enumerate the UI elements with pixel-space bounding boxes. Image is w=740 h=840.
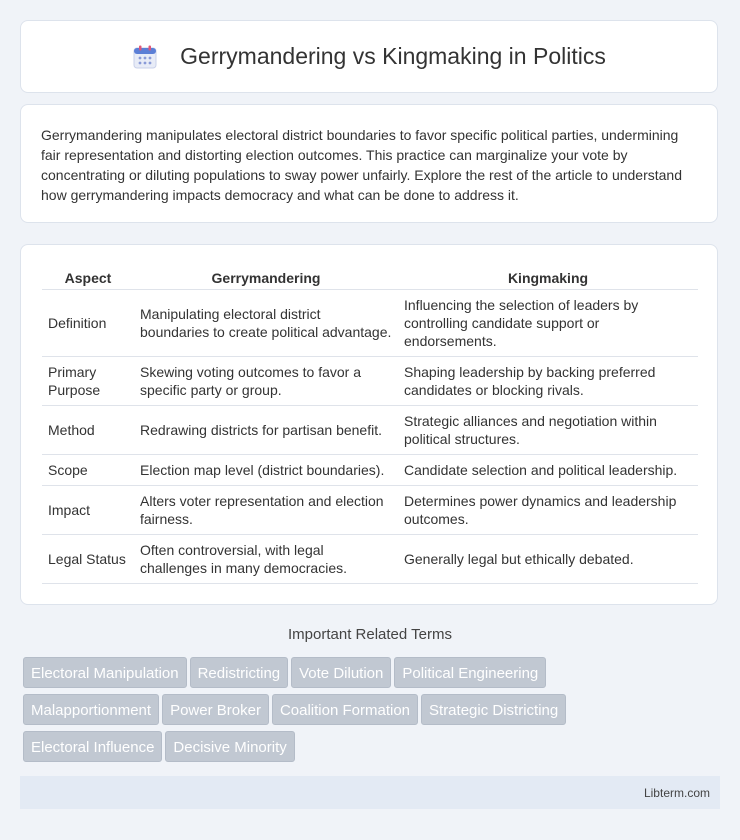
- aspect-cell: Scope: [42, 455, 134, 486]
- related-terms-heading: Important Related Terms: [288, 626, 452, 643]
- table-row: [42, 290, 698, 357]
- aspect-cell: Definition: [42, 290, 134, 357]
- gerrymandering-cell: Skewing voting outcomes to favor a specific party or group.: [134, 357, 398, 406]
- comparison-table: [42, 267, 698, 584]
- table-row: [42, 455, 698, 486]
- table-row: [42, 535, 698, 584]
- table-row: [42, 406, 698, 455]
- aspect-cell: Impact: [42, 486, 134, 535]
- kingmaking-cell: Influencing the selection of leaders by controlling candidate support or endorsements.: [398, 290, 698, 357]
- related-term-tag[interactable]: Power Broker: [162, 694, 269, 725]
- related-terms-list: [23, 657, 723, 768]
- aspect-cell: Method: [42, 406, 134, 455]
- column-header-aspect: Aspect: [42, 267, 134, 290]
- related-term-tag[interactable]: Electoral Influence: [23, 731, 162, 762]
- intro-card: [20, 104, 718, 223]
- page-title: Gerrymandering vs Kingmaking in Politics: [180, 43, 606, 69]
- intro-paragraph: Gerrymandering manipulates electoral district boundaries to favor specific political parties, undermining fair representation and distorting election outcomes. This practice can marginalize your vote by concentrating or diluting populations to sway power unfairly. Explore the rest of the article to understand how gerrymandering impacts democracy and what can be done to address it.: [41, 127, 682, 203]
- column-header-gerrymandering: Gerrymandering: [134, 267, 398, 290]
- kingmaking-cell: Candidate selection and political leadership.: [398, 455, 698, 486]
- calendar-icon: [132, 44, 158, 70]
- kingmaking-cell: Determines power dynamics and leadership outcomes.: [398, 486, 698, 535]
- aspect-cell: Legal Status: [42, 535, 134, 584]
- footer-site-link[interactable]: Libterm.com: [643, 785, 710, 800]
- gerrymandering-cell: Manipulating electoral district boundaries to create political advantage.: [134, 290, 398, 357]
- related-term-tag[interactable]: Decisive Minority: [165, 731, 294, 762]
- related-term-tag[interactable]: Strategic Districting: [421, 694, 566, 725]
- column-header-kingmaking: Kingmaking: [398, 267, 698, 290]
- gerrymandering-cell: Redrawing districts for partisan benefit.: [134, 406, 398, 455]
- kingmaking-cell: Strategic alliances and negotiation within political structures.: [398, 406, 698, 455]
- gerrymandering-cell: Election map level (district boundaries).: [134, 455, 398, 486]
- related-term-tag[interactable]: Political Engineering: [394, 657, 546, 688]
- related-term-tag[interactable]: Electoral Manipulation: [23, 657, 187, 688]
- title-wrap: [132, 43, 606, 70]
- related-term-tag[interactable]: Coalition Formation: [272, 694, 418, 725]
- kingmaking-cell: Generally legal but ethically debated.: [398, 535, 698, 584]
- table-header-row: [42, 267, 698, 290]
- comparison-card: [20, 244, 718, 605]
- title-card: [20, 20, 718, 93]
- related-term-tag[interactable]: Redistricting: [190, 657, 289, 688]
- table-row: [42, 486, 698, 535]
- aspect-cell: Primary Purpose: [42, 357, 134, 406]
- gerrymandering-cell: Often controversial, with legal challenges in many democracies.: [134, 535, 398, 584]
- kingmaking-cell: Shaping leadership by backing preferred candidates or blocking rivals.: [398, 357, 698, 406]
- related-term-tag[interactable]: Malapportionment: [23, 694, 159, 725]
- related-term-tag[interactable]: Vote Dilution: [291, 657, 391, 688]
- gerrymandering-cell: Alters voter representation and election fairness.: [134, 486, 398, 535]
- table-row: [42, 357, 698, 406]
- footer: [20, 776, 720, 809]
